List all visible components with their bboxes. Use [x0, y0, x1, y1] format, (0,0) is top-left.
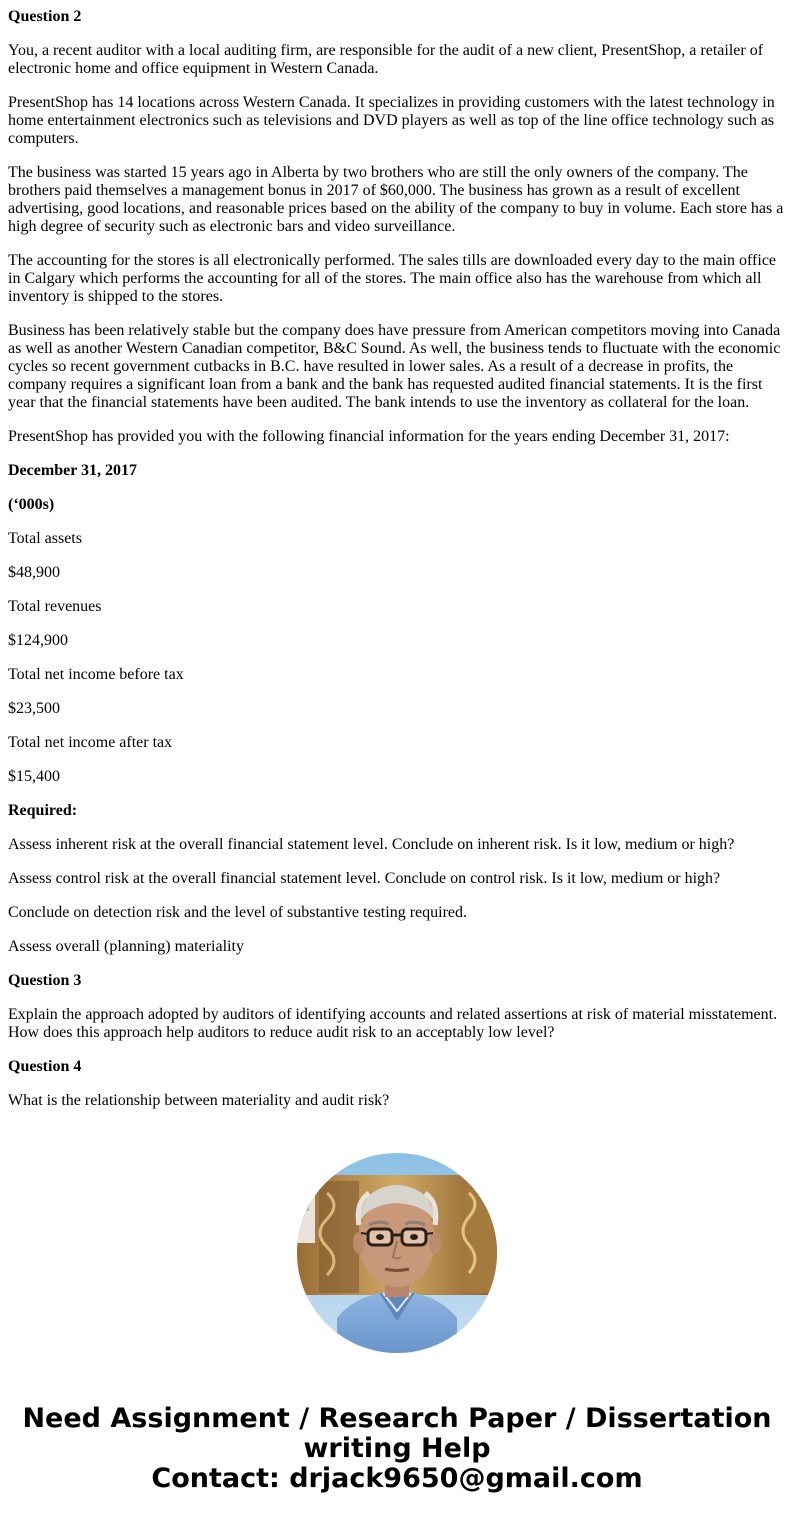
financial-label-income-before-tax: Total net income before tax	[8, 666, 184, 683]
question-2-paragraph-6: PresentShop has provided you with the following financial information for the years ending December 31, 2017:	[8, 428, 730, 445]
financial-units-heading: (‘000s)	[8, 496, 55, 513]
author-photo	[297, 1153, 497, 1353]
financial-label-total-assets: Total assets	[8, 530, 82, 547]
financial-value-total-revenues: $124,900	[8, 632, 68, 649]
financial-label-total-revenues: Total revenues	[8, 598, 102, 615]
financial-value-income-before-tax: $23,500	[8, 700, 60, 717]
question-3-heading: Question 3	[8, 972, 82, 989]
financial-value-income-after-tax: $15,400	[8, 768, 60, 785]
promo-banner	[0, 1404, 794, 1494]
financial-label-income-after-tax: Total net income after tax	[8, 734, 173, 751]
question-2-paragraph-1: You, a recent auditor with a local auditing firm, are responsible for the audit of a new client, PresentShop, a retailer of electronic home and office equipment in Western Canada.	[8, 42, 764, 77]
question-2-paragraph-5: Business has been relatively stable but the company does have pressure from American competitors moving into Canada as well as another Western Canadian competitor, B&C Sound. As well, the business tends to fluctuate with the economic cycles so recent government cutbacks in B.C. have resulted in lower sales. As a result of a decrease in profits, the company requires a significant loan from a bank and the bank has requested audited financial statements. It is the first year that the financial statements have been audited. The bank intends to use the inventory as collateral for the loan.	[8, 322, 781, 411]
question-3-paragraph: Explain the approach adopted by auditors of identifying accounts and related assertions at risk of material misstatement. How does this approach help auditors to reduce audit risk to an acceptably low level?	[8, 1006, 778, 1041]
promo-line-assignment-help: Need Assignment / Research Paper / Dissertation	[22, 1403, 772, 1434]
question-2-paragraph-3: The business was started 15 years ago in Alberta by two brothers who are still the only owners of the company. The brothers paid themselves a management bonus in 2017 of $60,000. The business has grown as a result of excellent advertising, good locations, and reasonable prices based on the ability of the company to buy in volume. Each store has a high degree of security such as electronic bars and video surveillance.	[8, 164, 784, 235]
required-heading: Required:	[8, 802, 78, 819]
financial-date-heading: December 31, 2017	[8, 462, 137, 479]
question-2-heading: Question 2	[8, 8, 82, 25]
promo-line-writing-help: writing Help	[303, 1433, 491, 1464]
question-2-paragraph-2: PresentShop has 14 locations across Western Canada. It specializes in providing customers with the latest technology in home entertainment electronics such as televisions and DVD players as well as top of the line office technology such as computers.	[8, 94, 775, 147]
required-item-control-risk: Assess control risk at the overall financial statement level. Conclude on control risk. Is it low, medium or high?	[8, 870, 721, 887]
author-portrait-illustration	[297, 1153, 497, 1353]
document-body	[8, 8, 786, 1126]
required-item-inherent-risk: Assess inherent risk at the overall financial statement level. Conclude on inherent risk. Is it low, medium or high?	[8, 836, 735, 853]
required-item-materiality: Assess overall (planning) materiality	[8, 938, 244, 955]
required-item-detection-risk: Conclude on detection risk and the level of substantive testing required.	[8, 904, 467, 921]
question-4-paragraph: What is the relationship between materiality and audit risk?	[8, 1092, 390, 1109]
question-4-heading: Question 4	[8, 1058, 82, 1075]
promo-line-contact: Contact: drjack9650@gmail.com	[151, 1463, 643, 1494]
question-2-paragraph-4: The accounting for the stores is all electronically performed. The sales tills are downloaded every day to the main office in Calgary which performs the accounting for all of the stores. The main office also has the warehouse from which all inventory is shipped to the stores.	[8, 252, 777, 305]
financial-value-total-assets: $48,900	[8, 564, 60, 581]
